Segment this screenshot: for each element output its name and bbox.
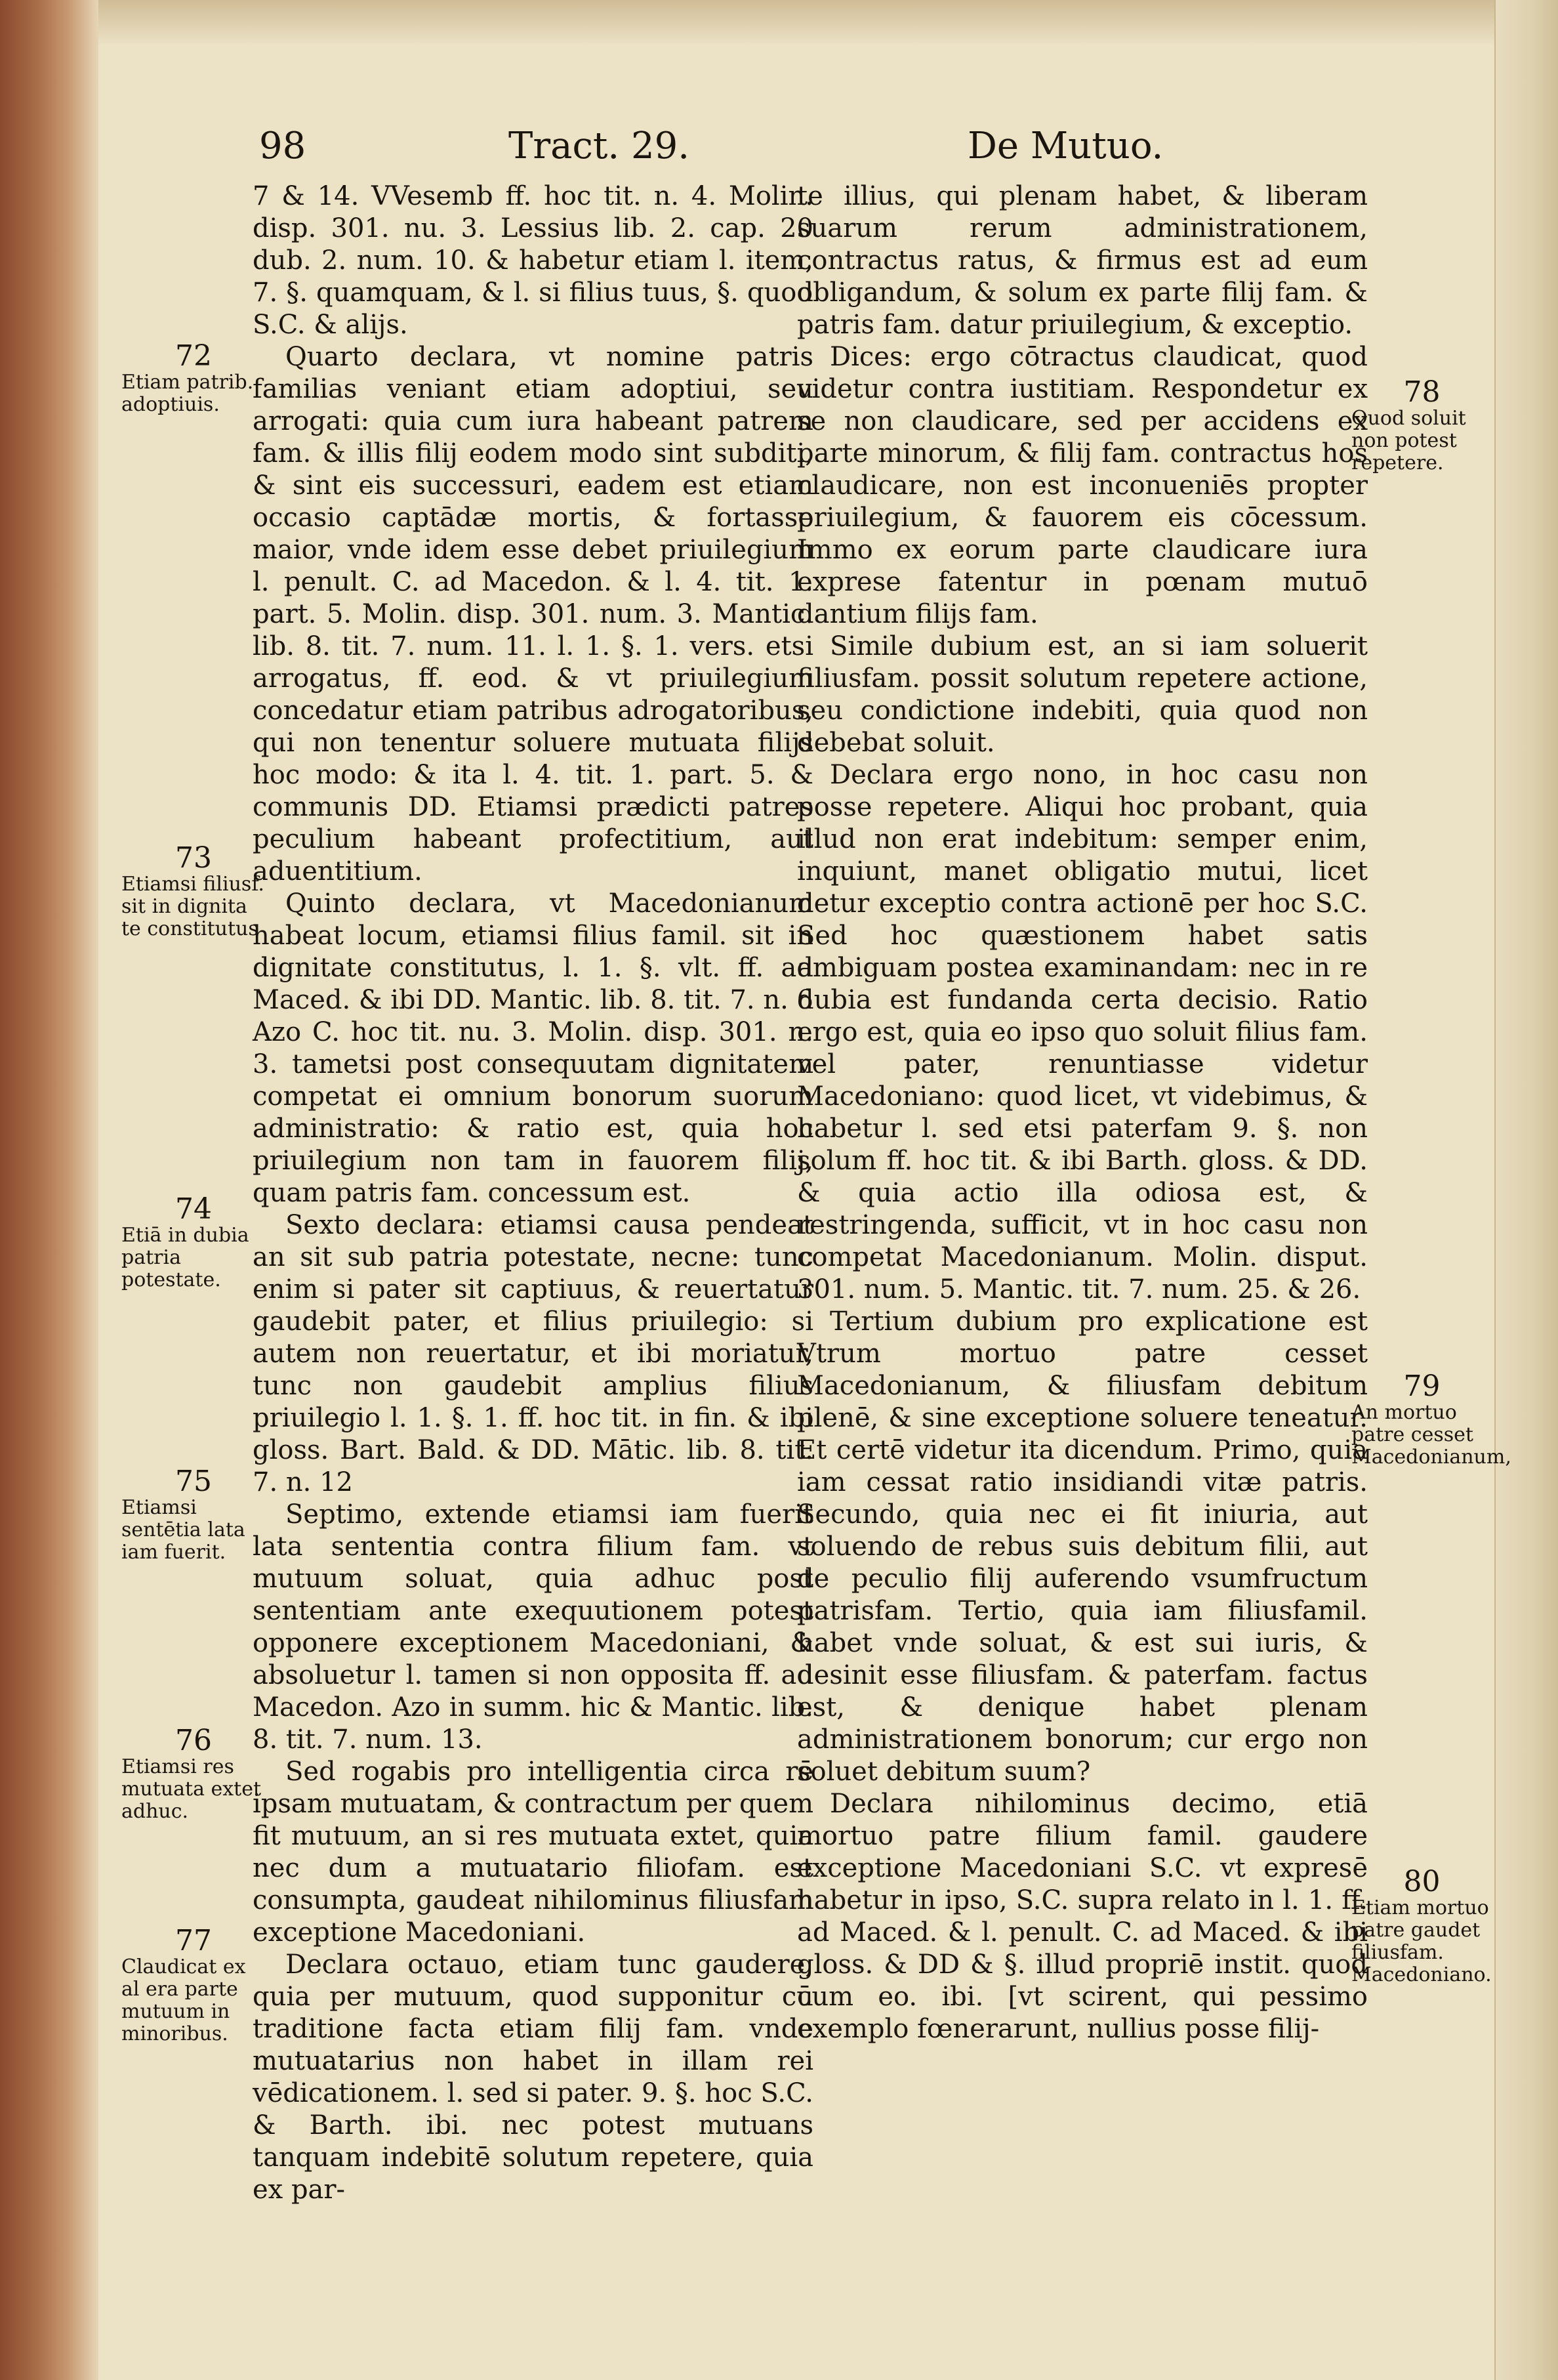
paragraph: Septimo, extende etiamsi iam fuerit lata sententia contra filium fam. vt mutuum soluat, quia adhuc post sententiam ante exequutionem potest opponere exceptionem Macedoniani, & absoluetur l. tamen si non opposita ff. ad Macedon. Azo in summ. hic & Mantic. lib. 8. tit. 7. num. 13.	[253, 1499, 813, 1755]
margin-note-text: Quod soluit non potest repetere.	[1351, 407, 1466, 474]
right-text-column	[797, 180, 1368, 2045]
margin-note-number: 73	[175, 841, 212, 875]
paragraph: Simile dubium est, an si iam soluerit filiusfam. possit solutum repetere actione, seu condictione indebiti, quia quod non debebat soluit.	[797, 631, 1368, 758]
paragraph: Dices: ergo cōtractus claudicat, quod videtur contra iustitiam. Respondetur ex se non claudicare, sed per accidens ex parte minorum, & filij fam. contractus hos claudicare, non est inconueniēs propter priuilegium, & fauorem eis cōcessum. Immo ex eorum parte claudicare iura exprese fatentur in pœnam mutuō dantium filijs fam.	[797, 342, 1368, 629]
margin-note-74	[121, 1194, 266, 1291]
paragraph: Quarto declara, vt nomine patris familias veniant etiam adoptiui, seu arrogati: quia cum iura habeant patrem fam. & illis filij eodem modo sint subditi, & sint eis successuri, eadem est etiam occasio captādæ mortis, & fortasse maior, vnde idem esse debet priuilegium l. penult. C. ad Macedon. & l. 4. tit. 1. part. 5. Molin. disp. 301. num. 3. Mantic. lib. 8. tit. 7. num. 11. l. 1. §. 1. vers. etsi arrogatus, ff. eod. & vt priuilegium concedatur etiam patribus adrogatoribus, qui non tenentur soluere mutuata filijs hoc modo: & ita l. 4. tit. 1. part. 5. & communis DD. Etiamsi prædicti patres peculium habeant profectitium, aut aduentitium.	[253, 342, 813, 887]
margin-note-number: 72	[175, 339, 212, 373]
margin-note-number: 75	[175, 1465, 212, 1498]
top-shadow	[0, 0, 1558, 46]
margin-note-72	[121, 341, 266, 416]
margin-note-76	[121, 1726, 266, 1823]
margin-note-text: Etiamsi filiusf. sit in dignita te constitutus	[121, 873, 264, 940]
margin-note-text: An mortuo patre cesset Macedonianum,	[1351, 1401, 1511, 1469]
margin-note-text: Etiam mortuo patre gaudet filiusfam. Macedoniano.	[1351, 1896, 1492, 1986]
margin-note-73	[121, 843, 266, 940]
margin-note-number: 80	[1403, 1865, 1441, 1898]
margin-note-80	[1351, 1867, 1492, 1986]
paragraph: 7 & 14. VVesemb ff. hoc tit. n. 4. Molin. disp. 301. nu. 3. Lessius lib. 2. cap. 20 dub. 2. num. 10. & habetur etiam l. item, 7. §. quamquam, & l. si filius tuus, §. quod S.C. & alijs.	[253, 181, 813, 340]
margin-note-text: Etiamsi res mutuata extet adhuc.	[121, 1755, 262, 1823]
margin-note-77	[121, 1926, 266, 2045]
margin-note-number: 77	[175, 1924, 212, 1957]
margin-note-number: 79	[1403, 1369, 1441, 1403]
paragraph: Quinto declara, vt Macedonianum habeat locum, etiamsi filius famil. sit in dignitate constitutus, l. 1. §. vlt. ff. ad Maced. & ibi DD. Mantic. lib. 8. tit. 7. n. 6 Azo C. hoc tit. nu. 3. Molin. disp. 301. n. 3. tametsi post consequutam dignitatem competat ei omnium bonorum suorum administratio: & ratio est, quia hoc priuilegium non tam in fauorem filij, quam patris fam. concessum est.	[253, 888, 813, 1208]
margin-note-text: Etiamsi sentētia lata iam fuerit.	[121, 1496, 245, 1564]
margin-note-78	[1351, 377, 1492, 474]
margin-note-number: 78	[1403, 375, 1441, 409]
margin-note-number: 74	[175, 1192, 212, 1226]
paragraph: Declara octauo, etiam tunc gaudere, quia per mutuum, quod supponitur cū traditione facta etiam filij fam. vnde mutuatarius non habet in illam rei vēdicationem. l. sed si pater. 9. §. hoc S.C. & Barth. ibi. nec potest mutuans tanquam indebitē solutum repetere, quia ex par-	[253, 1950, 813, 2205]
page-number: 98	[259, 125, 306, 167]
paragraph: Sed rogabis pro intelligentia circa rē ipsam mutuatam, & contractum per quem fit mutuum, an si res mutuata extet, quia nec dum a mutuatario filiofam. est consumpta, gaudeat nihilominus filiusfam exceptione Macedoniani.	[253, 1757, 813, 1948]
adjacent-page-edge	[1494, 0, 1558, 2380]
paragraph: Declara nihilominus decimo, etiā mortuo patre filium famil. gaudere exceptione Macedoniani S.C. vt expresē habetur in ipso, S.C. supra relato in l. 1. ff. ad Maced. & l. penult. C. ad Maced. & ibi gloss. & DD & §. illud propriē instit. quod cum eo. ibi. [vt scirent, qui pessimo exemplo fœnerarunt, nullius posse filij-	[797, 1789, 1368, 2044]
left-text-column	[253, 180, 813, 2206]
margin-note-text: Etiam patrib. adoptiuis.	[121, 371, 254, 416]
paragraph: Sexto declara: etiamsi causa pendeat an sit sub patria potestate, necne: tunc enim si pater sit captiuus, & reuertatur gaudebit pater, et filius priuilegio: si autem non reuertatur, et ibi moriatur, tunc non gaudebit amplius filius priuilegio l. 1. §. 1. ff. hoc tit. in fin. & ibi gloss. Bart. Bald. & DD. Mātic. lib. 8. tit. 7. n. 12	[253, 1210, 813, 1497]
margin-note-79	[1351, 1369, 1511, 1469]
margin-note-number: 76	[175, 1724, 212, 1757]
paragraph: Tertium dubium pro explicatione est Vtrum mortuo patre cesset Macedonianum, & filiusfam debitum plenē, & sine exceptione soluere teneatur. Et certē videtur ita dicendum. Primo, quia iam cessat ratio insidiandi vitæ patris. Secundo, quia nec ei fit iniuria, aut soluendo de rebus suis debitum filii, aut de peculio filij auferendo vsumfructum patrisfam. Tertio, quia iam filiusfamil. habet vnde soluat, & est sui iuris, & desinit esse filiusfam. & paterfam. factus est, & denique habet plenam administrationem bonorum; cur ergo non soluet debitum suum?	[797, 1306, 1368, 1787]
running-head-right: De Mutuo.	[968, 125, 1164, 167]
margin-note-text: Etiā in dubia patria potestate.	[121, 1224, 249, 1291]
paragraph: te illius, qui plenam habet, & liberam suarum rerum administrationem, contractus ratus, & firmus est ad eum obligandum, & solum ex parte filij fam. & patris fam. datur priuilegium, & exceptio.	[797, 181, 1368, 340]
margin-note-75	[121, 1467, 266, 1564]
running-head-left: Tract. 29.	[508, 125, 690, 167]
book-binding-edge	[0, 0, 98, 2380]
margin-note-text: Claudicat ex al era parte mutuum in minoribus.	[121, 1955, 246, 2045]
paragraph: Declara ergo nono, in hoc casu non posse repetere. Aliqui hoc probant, quia illud non erat indebitum: semper enim, inquiunt, manet obligatio mutui, licet detur exceptio contra actionē per hoc S.C. Sed hoc quæstionem habet satis ambiguam postea examinandam: nec in re dubia est fundanda certa decisio. Ratio ergo est, quia eo ipso quo soluit filius fam. vel pater, renuntiasse videtur Macedoniano: quod licet, vt videbimus, & habetur l. sed etsi paterfam 9. §. non solum ff. hoc tit. & ibi Barth. gloss. & DD. & quia actio illa odiosa est, & restringenda, sufficit, vt in hoc casu non competat Macedonianum. Molin. disput. 301. num. 5. Mantic. tit. 7. num. 25. & 26.	[797, 760, 1368, 1305]
